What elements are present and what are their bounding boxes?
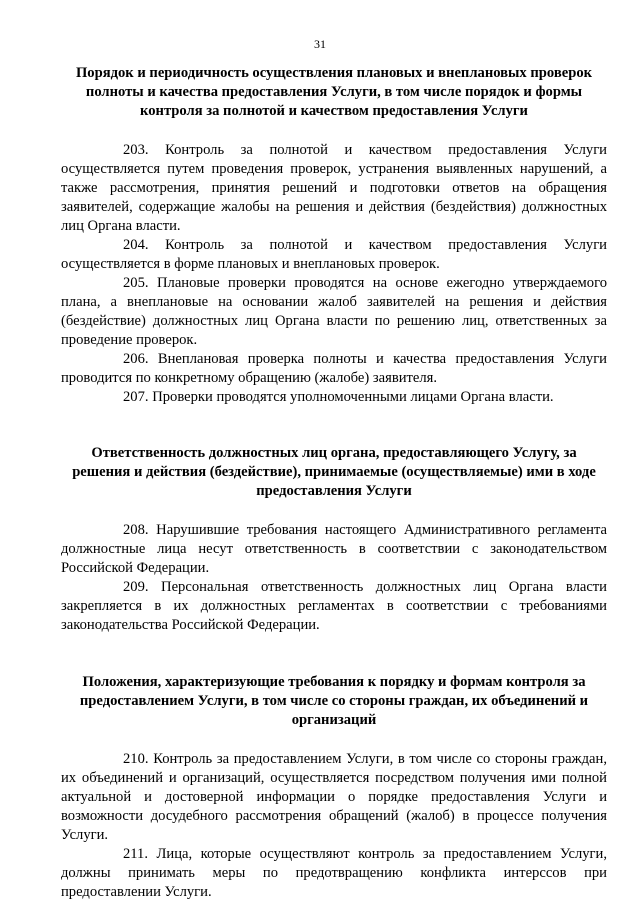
- page-content: [61, 64, 607, 902]
- paragraph-203: 203. Контроль за полнотой и качеством предоставления Услуги осуществляется путем проведения проверок, устранения выявленных нарушений, а также рассмотрения, принятия решений и подготовки ответов на обращения заявителей, содержащие жалобы на решения и действия (бездействия) должностных лиц Органа власти.: [61, 142, 607, 234]
- paragraph-210: 210. Контроль за предоставлением Услуги, в том числе со стороны граждан, их объединений и организаций, осуществляется посредством получения ими полной актуальной и достоверной информации о порядке предоставления Услуги и возможности досудебного рассмотрения обращений (жалоб) в процессе получения Услуги.: [61, 751, 607, 843]
- section-heading-responsibility: Ответственность должностных лиц органа, предоставляющего Услугу, за решения и действия (бездействие), принимаемые (осуществляемые) ими в ходе предоставления Услуги: [72, 445, 596, 499]
- paragraph-208: 208. Нарушившие требования настоящего Административного регламента должностные лица несут ответственность в соответствии с законодательством Российской Федерации.: [61, 522, 607, 576]
- paragraph-206: 206. Внеплановая проверка полноты и качества предоставления Услуги проводится по конкретному обращению (жалобе) заявителя.: [61, 351, 607, 386]
- paragraph-204: 204. Контроль за полнотой и качеством предоставления Услуги осуществляется в форме плановых и внеплановых проверок.: [61, 237, 607, 272]
- section-heading-control-provisions: Положения, характеризующие требования к порядку и формам контроля за предоставлением Услуги, в том числе со стороны граждан, их объединений и организаций: [79, 674, 589, 728]
- section-heading-inspections: Порядок и периодичность осуществления плановых и внеплановых проверок полноты и качества предоставления Услуги, в том числе порядок и формы контроля за полнотой и качеством предоставления Услуги: [75, 65, 593, 119]
- paragraph-211: 211. Лица, которые осуществляют контроль за предоставлением Услуги, должны принимать меры по предотвращению конфликта интерссов при предоставлении Услуги.: [61, 846, 607, 900]
- paragraph-209: 209. Персональная ответственность должностных лиц Органа власти закрепляется в их должностных регламентах в соответствии с требованиями законодательства Российской Федерации.: [61, 579, 607, 633]
- page-number: 31: [314, 37, 326, 51]
- paragraph-207: 207. Проверки проводятся уполномоченными лицами Органа власти.: [123, 389, 554, 405]
- paragraph-205: 205. Плановые проверки проводятся на основе ежегодно утверждаемого плана, а внеплановые на основании жалоб заявителей на решения и действия (бездействие) должностных лиц Органа власти по решению лиц, ответственных за проведение проверок.: [61, 275, 607, 348]
